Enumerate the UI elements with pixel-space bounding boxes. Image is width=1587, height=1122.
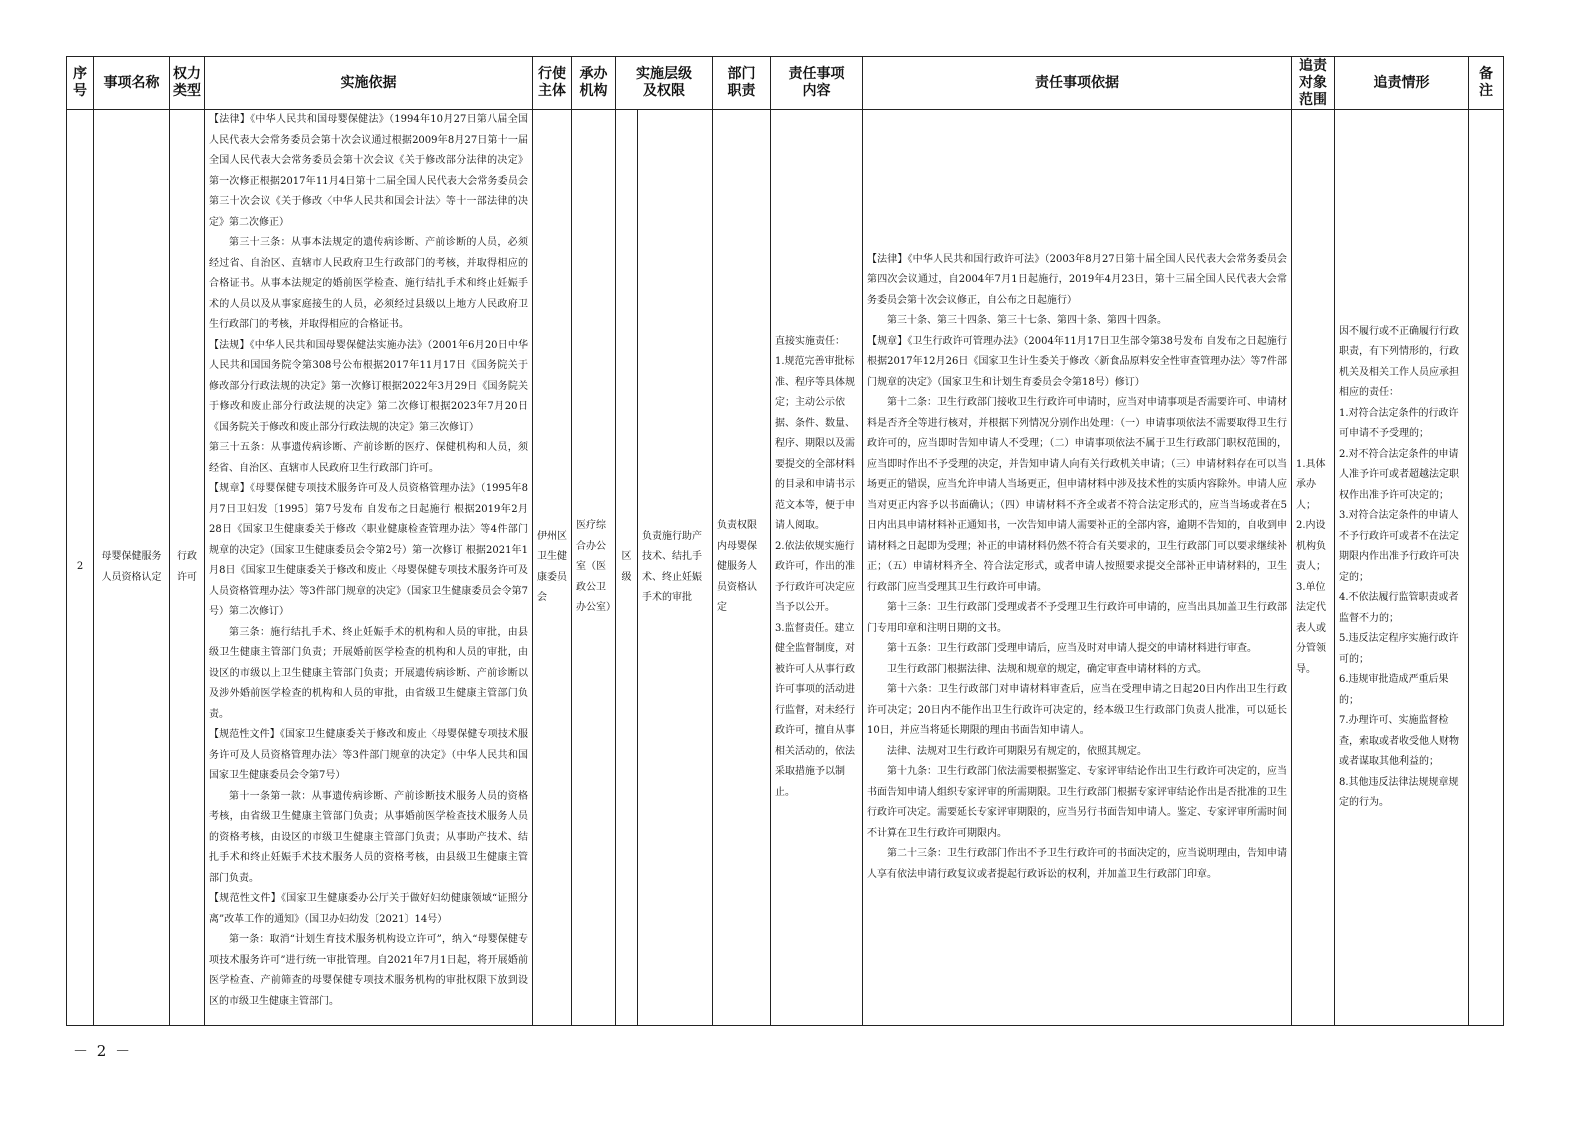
cell-org: 医疗综合办公室（医政公卫办公室） [572, 110, 616, 1026]
header-resp-basis: 责任事项依据 [863, 57, 1292, 110]
page-number: － 2 － [73, 1042, 133, 1060]
resp-basis-paragraph: 第十九条：卫生行政部门依法需要根据鉴定、专家评审结论作出卫生行政许可决定的，应当书面告知申请人组织专家评审的所需期限。卫生行政部门根据专家评审结论作出是否批准的卫生行政许可决定。需要延长专家评审期限的，应当另行书面告知申请人。鉴定、专家评审所需时间不计算在卫生行政许可期限内。 [867, 766, 1287, 839]
resp-basis-paragraph: 第二十三条：卫生行政部门作出不予卫生行政许可的书面决定的，应当说明理由，告知申请人享有依法申请行政复议或者提起行政诉讼的权利，并加盖卫生行政部门印章。 [867, 848, 1287, 880]
basis-paragraph: 第三十五条：从事遗传病诊断、产前诊断的医疗、保健机构和人员，须经省、自治区、直辖市人民政府卫生行政部门许可。 [209, 442, 528, 474]
header-target: 追责 对象 范围 [1292, 57, 1335, 110]
resp-basis-paragraph: 【规章】《卫生行政许可管理办法》（2004年11月17日卫生部令第38号发布 自发布之日起施行 根据2017年12月26日《国家卫生计生委关于修改〈新食品原料安全性审查管理办法〉等7件部门规章的决定》（国家卫生和计划生育委员会令第18号）修订） [867, 335, 1297, 388]
basis-paragraph: 第三十三条：从事本法规定的遗传病诊断、产前诊断的人员，必须经过省、自治区、直辖市人民政府卫生行政部门的考核，并取得相应的合格证书。从事本法规定的婚前医学检查、施行结扎手术和终止妊娠手术的人员以及从事家庭接生的人员，必须经过县级以上地方人民政府卫生行政部门的考核，并取得相应的合格证书。 [209, 237, 528, 330]
cell-seq: 2 [67, 110, 94, 1026]
basis-paragraph: 第一条：取消“计划生育技术服务机构设立许可”，纳入“母婴保健专项技术服务许可”进行统一审批管理。自2021年7月1日起，将开展婚前医学检查、产前筛查的母婴保健专项技术服务机构的审批权限下放到设区的市级卫生健康主管部门。 [209, 934, 528, 1007]
cell-remark [1469, 110, 1504, 1026]
cell-power-type: 行政许可 [170, 110, 205, 1026]
basis-paragraph: 【法律】《中华人民共和国母婴保健法》（1994年10月27日第八届全国人民代表大会常务委员会第十次会议通过根据2009年8月27日第十一届全国人民代表大会常务委员会第十次会议《关于修改部分法律的决定》第一次修正根据2017年11月4日第十二届全国人民代表大会常务委员会第三十次会议《关于修改〈中华人民共和国会计法〉等十一部法律的决定》第二次修正） [209, 114, 528, 228]
header-duty: 部门 职责 [713, 57, 771, 110]
header-remark: 备 注 [1469, 57, 1504, 110]
cell-situation: 因不履行或不正确履行行政职责，有下列情形的，行政机关及相关工作人员应承担相应的责任： 1.对符合法定条件的行政许可申请不予受理的； 2.对不符合法定条件的申请人准予许可或者超越法定职权作出准予许可决定的； 3.对符合法定条件的申请人不予行政许可或者不在法定期限内作出准予行政许可决定的； 4.不依法履行监管职责或者监督不力的； 5.违反法定程序实施行政许可的； 6.违规审批造成严重后果的； 7.办理许可、实施监督检查，索取或者收受他人财物或者谋取其他利益的； 8.其他违反法律法规规章规定的行为。 [1335, 110, 1469, 1026]
basis-paragraph: 【规范性文件】《国家卫生健康委关于修改和废止〈母婴保健专项技术服务许可及人员资格管理办法〉等3件部门规章的决定》（中华人民共和国国家卫生健康委员会令第7号） [209, 729, 528, 781]
basis-paragraph: 【规范性文件】《国家卫生健康委办公厅关于做好妇幼健康领域“证照分离”改革工作的通知》（国卫办妇幼发〔2021〕14号） [209, 893, 528, 925]
cell-duty: 负责权限内母婴保健服务人员资格认定 [713, 110, 771, 1026]
cell-resp-content: 直接实施责任： 1.规范完善审批标准、程序等具体规定；主动公示依据、条件、数量、程序、期限以及需要提交的全部材料的目录和申请书示范文本等，便于申请人阅取。 2.依法依规实施行政许可，作出的准予行政许可决定应当予以公开。 3.监督责任。建立健全监督制度，对被许可人从事行政许可事项的活动进行监督，对未经行政许可，擅自从事相关活动的，依法采取措施予以制止。 [771, 110, 863, 1026]
resp-basis-paragraph: 法律、法规对卫生行政许可期限另有规定的，依照其规定。 [887, 745, 1147, 757]
resp-basis-paragraph: 【法律】《中华人民共和国行政许可法》（2003年8月27日第十届全国人民代表大会常务委员会第四次会议通过，自2004年7月1日起施行，2019年4月23日，第十三届全国人民代表大会常务委员会第十次会议修正，自公布之日起施行） [867, 253, 1287, 306]
cell-basis [205, 110, 533, 1026]
resp-basis-paragraph: 第十五条：卫生行政部门受理申请后，应当及时对申请人提交的申请材料进行审查。 [887, 643, 1257, 655]
cell-name: 母婴保健服务人员资格认定 [94, 110, 170, 1026]
cell-level-a: 区级 [616, 110, 638, 1026]
resp-basis-paragraph: 卫生行政部门根据法律、法规和规章的规定，确定审查申请材料的方式。 [887, 663, 1207, 675]
header-seq: 序 号 [67, 57, 94, 110]
resp-basis-paragraph: 第十六条：卫生行政部门对申请材料审查后，应当在受理申请之日起20日内作出卫生行政许可决定；20日内不能作出卫生行政许可决定的，经本级卫生行政部门负责人批准，可以延长10日，并应当将延长期限的理由书面告知申请人。 [867, 684, 1287, 737]
header-name: 事项名称 [94, 57, 170, 110]
table-row [67, 110, 1504, 1026]
basis-text [205, 110, 532, 1025]
resp-basis-paragraph: 第三十条、第三十四条、第三十七条、第四十条、第四十四条。 [887, 315, 1167, 327]
header-basis: 实施依据 [205, 57, 533, 110]
header-power-type: 权力 类型 [170, 57, 205, 110]
resp-basis-text [863, 250, 1297, 886]
responsibility-table [66, 56, 1504, 1026]
header-resp-content: 责任事项 内容 [771, 57, 863, 110]
basis-paragraph: 第十一条第一款：从事遗传病诊断、产前诊断技术服务人员的资格考核，由省级卫生健康主管部门负责；从事婚前医学检查技术服务人员的资格考核，由设区的市级卫生健康主管部门负责；从事助产技术、结扎手术和终止妊娠手术技术服务人员的资格考核，由县级卫生健康主管部门负责。 [209, 790, 528, 884]
header-level: 实施层级 及权限 [616, 57, 713, 110]
resp-basis-paragraph: 第十三条：卫生行政部门受理或者不予受理卫生行政许可申请的，应当出具加盖卫生行政部门专用印章和注明日期的文书。 [867, 602, 1287, 634]
basis-paragraph: 【法规】《中华人民共和国母婴保健法实施办法》（2001年6月20日中华人民共和国国务院令第308号公布根据2017年11月17日《国务院关于修改部分行政法规的决定》第一次修订根据2022年3月29日《国务院关于修改和废止部分行政法规的决定》第二次修订根据2023年7月20日《国务院关于修改和废止部分行政法规的决定》第三次修订） [209, 339, 528, 433]
basis-paragraph: 第三条：施行结扎手术、终止妊娠手术的机构和人员的审批，由县级卫生健康主管部门负责；开展婚前医学检查的机构和人员的审批，由设区的市级以上卫生健康主管部门负责；开展遗传病诊断、产前诊断以及涉外婚前医学检查的机构和人员的审批，由省级卫生健康主管部门负责。 [209, 626, 528, 720]
header-org: 承办 机构 [572, 57, 616, 110]
header-situation: 追责情形 [1335, 57, 1469, 110]
basis-paragraph: 【规章】《母婴保健专项技术服务许可及人员资格管理办法》（1995年8月7日卫妇发〔1995〕第7号发布 自发布之日起施行 根据2019年2月28日《国家卫生健康委关于修改〈职业健康检查管理办法〉等4件部门规章的决定》（国家卫生健康委员会令第2号）第一次修订 根据2021年1月8日《国家卫生健康委关于修改和废止〈母婴保健专项技术服务许可及人员资格管理办法〉等3件部门规章的决定》（国家卫生健康委员会令第7号）第二次修订） [209, 483, 528, 617]
header-row [67, 57, 1504, 110]
cell-resp-basis [863, 110, 1297, 1026]
cell-target: 1.具体承办人； 2.内设机构负责人； 3.单位法定代表人或分管领导。 [1292, 110, 1335, 1026]
cell-subject: 伊州区卫生健康委员会 [533, 110, 572, 1026]
resp-basis-paragraph: 第十二条：卫生行政部门接收卫生行政许可申请时，应当对申请事项是否需要许可、申请材料是否齐全等进行核对，并根据下列情况分别作出处理：（一）申请事项依法不需要取得卫生行政许可的，应当即时告知申请人不受理；（二）申请事项依法不属于卫生行政部门职权范围的，应当即时作出不予受理的决定，并告知申请人向有关行政机关申请；（三）申请材料存在可以当场更正的错误，应当允许申请人当场更正，但申请材料中涉及技术性的实质内容除外。申请人应当对更正内容予以书面确认；（四）申请材料不齐全或者不符合法定形式的，应当当场或者在5日内出具申请材料补正通知书，一次告知申请人需要补正的全部内容，逾期不告知的，自收到申请材料之日起即为受理；补正的申请材料仍然不符合有关要求的，卫生行政部门可以要求继续补正；（五）申请材料齐全、符合法定形式，或者申请人按照要求提交全部补正申请材料的，卫生行政部门应当受理其卫生行政许可申请。 [867, 397, 1287, 593]
cell-level-b: 负责施行助产技术、结扎手术、终止妊娠手术的审批 [638, 110, 713, 1026]
header-subject: 行使 主体 [533, 57, 572, 110]
